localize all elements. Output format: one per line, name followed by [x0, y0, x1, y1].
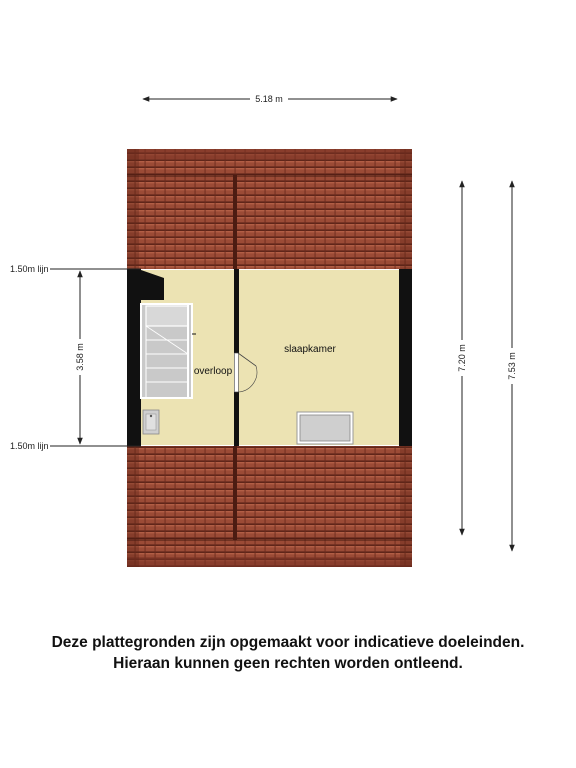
- wall-left: [127, 269, 141, 446]
- dimension-height-outer: [505, 181, 519, 551]
- lijn-bottom-label: 1.50m lijn: [10, 441, 49, 451]
- skylight: [297, 412, 353, 444]
- staircase: [141, 304, 196, 398]
- dimension-width-top: [143, 92, 397, 105]
- wall-right: [399, 269, 412, 446]
- lijn-bottom: [10, 441, 141, 451]
- roof-top: [127, 149, 412, 269]
- room-label-overloop: overloop: [193, 366, 233, 377]
- sink-unit: [143, 410, 159, 434]
- roof-bottom: [127, 446, 412, 567]
- lijn-top: [10, 264, 141, 274]
- room-label-slaapkamer: slaapkamer: [284, 344, 336, 355]
- height-left-label: 3.58 m: [75, 343, 85, 371]
- dimension-height-left: [73, 271, 87, 444]
- partition-upper: [234, 269, 239, 353]
- width-label: 5.18 m: [255, 94, 283, 104]
- height-inner-label: 7.20 m: [457, 344, 467, 372]
- lijn-top-label: 1.50m lijn: [10, 264, 49, 274]
- disclaimer-line-2: Hieraan kunnen geen rechten worden ontleend.: [113, 655, 463, 672]
- disclaimer-line-1: Deze plattegronden zijn opgemaakt voor indicatieve doeleinden.: [51, 634, 525, 651]
- dimension-height-inner: [455, 181, 469, 535]
- partition-lower: [234, 392, 239, 446]
- height-outer-label: 7.53 m: [507, 352, 517, 380]
